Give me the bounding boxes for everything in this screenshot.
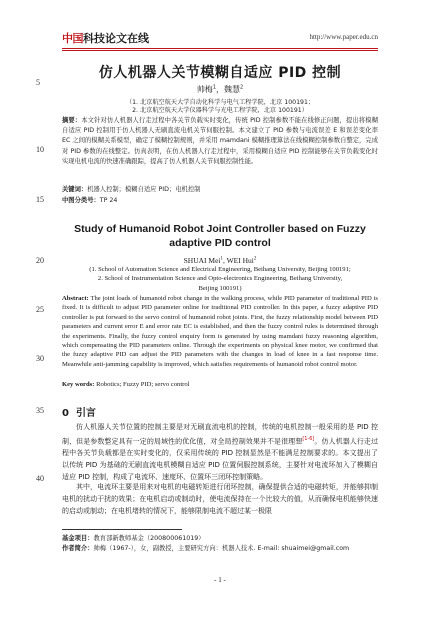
cn-affiliation-2: 2. 北京航空航天大学仪器科学与光电工程学院，北京 100191）: [132, 107, 308, 114]
en-abstract-text: The joint loads of humanoid robot change in the walking process, while PID parameter of traditional PID is fixed. It is difficult to adjust PID parameter online for traditional PID controller. In this paper, a fuzzy adaptive PID controller is put forward to the servo control of humanoid robot joints. First, the fuzzy relationship model between PID parameters and current error E and error rate EC is established, and then the fuzzy control rules is determined through the experiments. Finally, the fuzzy control enquiry form is generated by using mamdani fuzzy reasoning algorithm, which compensating the PID parameters online. Through the experiments on physical knee motor, we confirmed that the fuzzy adaptive PID can adjust the PID parameters with the changes in load of knee in a fast response time. Meanwhile anti-jamming capability is improved, which satisfies requirements of humanoid robot control motor.: [62, 295, 378, 368]
line-number: 25: [36, 305, 44, 314]
author-2: ，魏慧: [216, 85, 240, 94]
author-2-sup: 2: [240, 84, 244, 91]
en-affiliation-3: Beijing 100191): [198, 284, 242, 292]
en-keywords-label: Key words:: [62, 381, 95, 388]
section-title: 引言: [75, 408, 96, 419]
cn-keywords-text: 机器人控制；模糊自适应 PID；电机控制: [87, 186, 201, 193]
cn-classification: [62, 195, 378, 204]
footnote-fund: [62, 533, 378, 542]
intro-paragraph-1: [62, 421, 378, 483]
line-number: 15: [36, 195, 44, 204]
cn-title: 仿人机器人关节模糊自适应 PID 控制: [98, 65, 342, 81]
en-keywords: [62, 381, 378, 388]
en-affiliation-2: 2. School of Instrumentation Science and Opto-electronics Engineering, Beihang University,: [97, 275, 343, 283]
en-title: [62, 222, 378, 250]
journal-url[interactable]: http://www.paper.edu.cn: [309, 33, 378, 41]
header-rule: [62, 48, 378, 49]
cn-abstract-label: 摘要：: [62, 117, 82, 124]
author-bio-label: 作者简介：: [62, 545, 94, 552]
en-title-line-2: adaptive PID control: [169, 237, 271, 249]
en-authors: [62, 256, 378, 265]
en-author-1: SHUAI Mei: [183, 256, 221, 265]
footnote-rule: [62, 529, 182, 530]
cn-affiliation-1: （1. 北京航空航天大学自动化科学与电气工程学院，北京 100191；: [125, 99, 315, 106]
line-number: 10: [36, 145, 44, 154]
fund-text: 教育部新教师基金（20080006101​9）: [93, 535, 205, 542]
author-1-sup: 1: [212, 84, 216, 91]
header-rule-thin: [62, 50, 378, 51]
author-1: 帅梅: [196, 85, 213, 94]
footnote-author: [62, 543, 378, 552]
page-number: - 1 -: [214, 576, 226, 584]
citation-link[interactable]: [1-6]: [302, 436, 315, 442]
journal-logo[interactable]: [62, 30, 149, 46]
cn-abstract: [62, 116, 378, 167]
logo-red-text: 中国: [62, 32, 83, 45]
author-bio-text: 帅梅（1967-），女，副教授，主要研究方向：机器人技术. E-mail: shuaimei@gmail.com: [93, 545, 350, 552]
en-author-1-sup: 1: [220, 256, 223, 262]
en-abstract: [62, 294, 378, 369]
section-number: 0: [62, 408, 69, 419]
cn-classification-label: 中图分类号：: [62, 197, 100, 204]
line-number: 40: [36, 474, 44, 483]
en-title-line-1: Study of Humanoid Robot Joint Controller based on Fuzzy: [74, 223, 366, 235]
en-abstract-label: Abstract:: [62, 295, 89, 302]
fund-label: 基金项目：: [62, 535, 94, 542]
line-number: 5: [36, 78, 40, 87]
en-affiliation: [62, 265, 378, 293]
logo-black-text: 科技论文在线: [83, 32, 149, 45]
en-keywords-text: Robotics; Fuzzy PID; servo control: [96, 381, 190, 388]
en-author-2: , WEI Hui: [222, 256, 254, 265]
cn-authors: [62, 84, 378, 95]
cn-keywords: [62, 184, 378, 193]
intro-p1-text: 仿人机器人关节位置的控制主要是对无刷直流电机的控制，传统的电机控制一般采用的是 PID 控制，但是参数整定具有一定的局域性的优化值，对全局控制效果并不是很理想: [62, 423, 378, 446]
en-affiliation-1: (1. School of Automation Science and Electrical Engineering, Beihang University, Beijing 100191;: [89, 266, 351, 273]
line-number: 35: [36, 406, 44, 415]
journal-header: [62, 30, 378, 46]
intro-paragraph-2: 其中，电流环主要是用来对电机的电磁转矩进行闭环控制，确保提供合适的电磁转矩，并能够抑制电机的扰动干扰的效果；在电机启动或制动时，使电流保持在一个比较大的值，从而确保电机能够快速的启动或制动；在电机堵转的情况下，能够限制电流不超过某一极限: [62, 483, 378, 515]
cn-classification-code: TP 24: [99, 197, 118, 204]
cn-keywords-label: 关键词：: [62, 186, 88, 193]
section-heading: [62, 404, 96, 419]
intro-p1-text-cont: 。仿人机器人行走过程中各关节负载都是在实时变化的，仅采用传统的 PID 控制显然是不能满足控制要求的。本文提出了以传统 PID 为基础的无刷直流电机模糊自适应 PID 位置伺服控制系统，主要针对电流环加入了模糊自适应 PID 控制，构成了电流环、速度环、位置环三闭环控制策略。: [62, 437, 379, 482]
line-number: 20: [36, 256, 44, 265]
line-number: 30: [36, 354, 44, 363]
en-author-2-sup: 2: [253, 256, 257, 262]
cn-abstract-text: 本文针对仿人机器人行走过程中各关节负载实时变化，传统 PID 控制参数不能在线修正问题，提出将模糊自适应 PID 控制用于仿人机器人无刷直流电机关节伺服控制。本文建立了 PID 参数与电流误差 E 和误差变化率 EC 之间的模糊关系模型，确定了模糊控制规则，并采用 mamdani 模糊推理算法在线模糊控制参数自整定，完成对 PID 参数的在线整定。仿真表明，在仿人机器人行走过程中，采用模糊自适应 PID 控制能够在关节负载变化时实现电机电流的快速准确跟踪，提高了仿人机器人关节伺服控制性能。: [62, 117, 379, 165]
